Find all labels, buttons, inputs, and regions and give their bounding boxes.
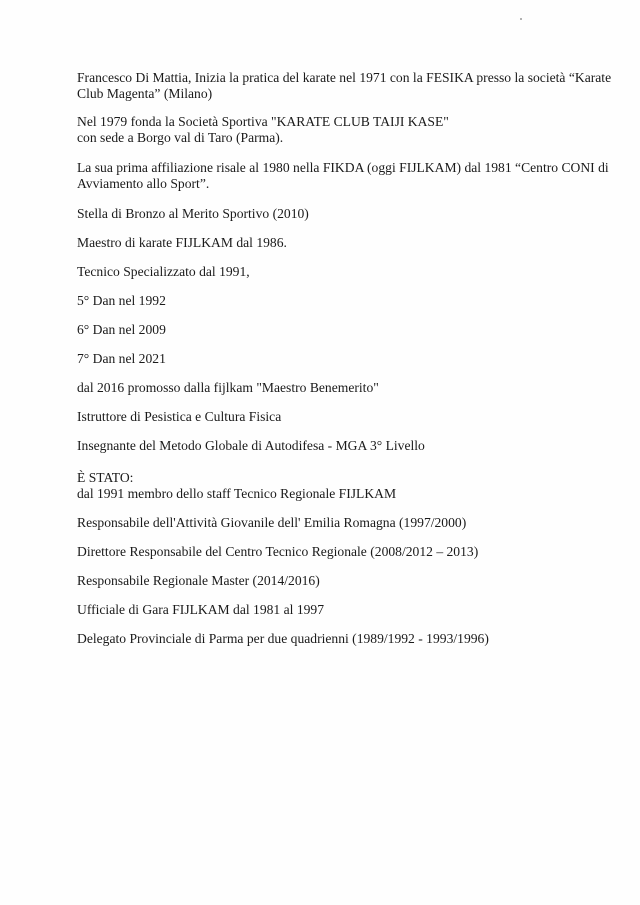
benemerito-paragraph (77, 380, 617, 396)
maestro-paragraph (77, 235, 617, 251)
text-line: con sede a Borgo val di Taro (Parma). (77, 130, 284, 145)
text-line: Tecnico Specializzato dal 1991, (77, 264, 250, 279)
istruttore-paragraph (77, 409, 617, 425)
text-line: 7° Dan nel 2021 (77, 351, 166, 366)
text-line: Francesco Di Mattia, Inizia la pratica del karate nel 1971 con la FESIKA presso la società “Karate (77, 70, 612, 85)
text-line: Responsabile Regionale Master (2014/2016) (77, 573, 320, 588)
text-line: Insegnante del Metodo Globale di Autodifesa - MGA 3° Livello (77, 438, 425, 453)
text-line: Club Magenta” (Milano) (77, 86, 213, 101)
direttore-paragraph (77, 544, 617, 560)
bio-intro-paragraph (77, 70, 617, 102)
text-line: 5° Dan nel 1992 (77, 293, 166, 308)
text-line: Nel 1979 fonda la Società Sportiva "KARATE CLUB TAIJI KASE" (77, 114, 449, 129)
responsabile-giovanile-paragraph (77, 515, 617, 531)
tecnico-paragraph (77, 264, 617, 280)
text-line: Ufficiale di Gara FIJLKAM dal 1981 al 1997 (77, 602, 325, 617)
text-line: Direttore Responsabile del Centro Tecnico Regionale (2008/2012 – 2013) (77, 544, 479, 559)
insegnante-paragraph (77, 438, 617, 454)
dan-5-paragraph (77, 293, 617, 309)
scan-speck (520, 18, 522, 20)
dan-6-paragraph (77, 322, 617, 338)
dan-7-paragraph (77, 351, 617, 367)
text-line: Avviamento allo Sport”. (77, 176, 210, 191)
responsabile-master-paragraph (77, 573, 617, 589)
ufficiale-gara-paragraph (77, 602, 617, 618)
text-line: È STATO: (77, 470, 134, 485)
club-founding-paragraph (77, 114, 617, 146)
text-line: La sua prima affiliazione risale al 1980 nella FIKDA (oggi FIJLKAM) dal 1981 “Centro CONI di (77, 160, 609, 175)
text-line: Istruttore di Pesistica e Cultura Fisica (77, 409, 282, 424)
text-line: Stella di Bronzo al Merito Sportivo (2010) (77, 206, 309, 221)
text-line: 6° Dan nel 2009 (77, 322, 166, 337)
delegato-paragraph (77, 631, 617, 647)
award-paragraph (77, 206, 617, 222)
affiliation-paragraph (77, 160, 617, 192)
text-line: dal 2016 promosso dalla fijlkam "Maestro Benemerito" (77, 380, 379, 395)
text-line: Maestro di karate FIJLKAM dal 1986. (77, 235, 287, 250)
text-line: dal 1991 membro dello staff Tecnico Regionale FIJLKAM (77, 486, 397, 501)
e-stato-paragraph (77, 470, 617, 502)
text-line: Responsabile dell'Attività Giovanile dell' Emilia Romagna (1997/2000) (77, 515, 467, 530)
text-line: Delegato Provinciale di Parma per due quadrienni (1989/1992 - 1993/1996) (77, 631, 489, 646)
